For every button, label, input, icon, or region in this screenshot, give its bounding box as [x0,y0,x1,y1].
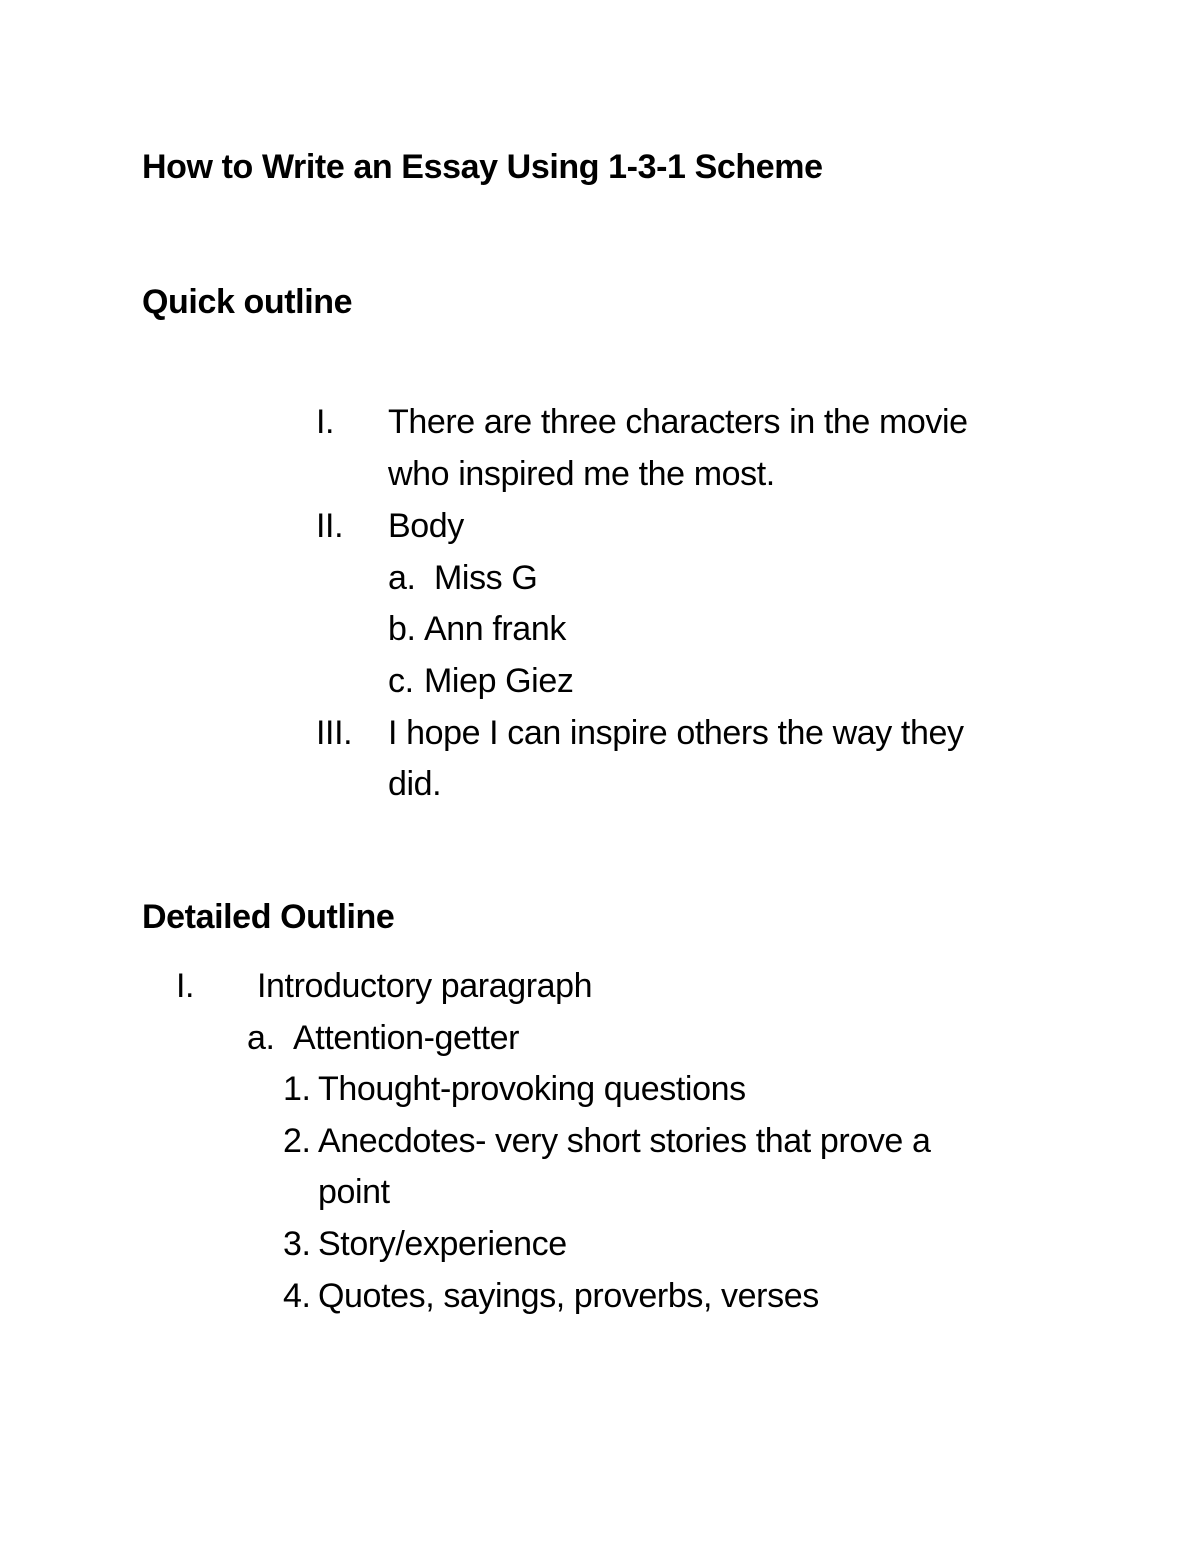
quick-outline-item-text: I hope I can inspire others the way they [388,714,964,752]
quick-outline-numeral: III. [316,714,353,752]
detailed-outline-numeral: I. [176,967,195,1005]
quick-outline-item-text: Body [388,507,464,545]
detailed-outline-point-marker: 2. [283,1122,311,1160]
detailed-outline-point-marker: 3. [283,1225,311,1263]
detailed-outline-point-text: Quotes, sayings, proverbs, verses [318,1277,819,1315]
quick-outline-heading: Quick outline [142,283,353,321]
detailed-outline-point-text: Anecdotes- very short stories that prove a [318,1122,931,1160]
detailed-outline-point-text: point [318,1173,390,1211]
detailed-outline-sub-marker: a. [247,1019,275,1057]
quick-outline-sub-marker: a. [388,559,416,597]
quick-outline-sub-text: Miss G [434,559,538,597]
quick-outline-sub-marker: c. [388,662,414,700]
quick-outline-item-text: who inspired me the most. [388,455,775,493]
detailed-outline-point-marker: 1. [283,1070,311,1108]
detailed-outline-point-marker: 4. [283,1277,311,1315]
quick-outline-sub-text: Ann frank [424,610,566,648]
detailed-outline-sub-text: Attention-getter [293,1019,520,1057]
quick-outline-sub-marker: b. [388,610,416,648]
quick-outline-item-text: did. [388,765,442,803]
detailed-outline-heading: Detailed Outline [142,898,395,936]
detailed-outline-point-text: Story/experience [318,1225,567,1263]
detailed-outline-item-text: Introductory paragraph [257,967,593,1005]
quick-outline-sub-text: Miep Giez [424,662,574,700]
quick-outline-numeral: II. [316,507,344,545]
quick-outline-item-text: There are three characters in the movie [388,403,968,441]
detailed-outline-point-text: Thought-provoking questions [318,1070,746,1108]
document-title: How to Write an Essay Using 1-3-1 Scheme [142,148,823,186]
quick-outline-numeral: I. [316,403,335,441]
